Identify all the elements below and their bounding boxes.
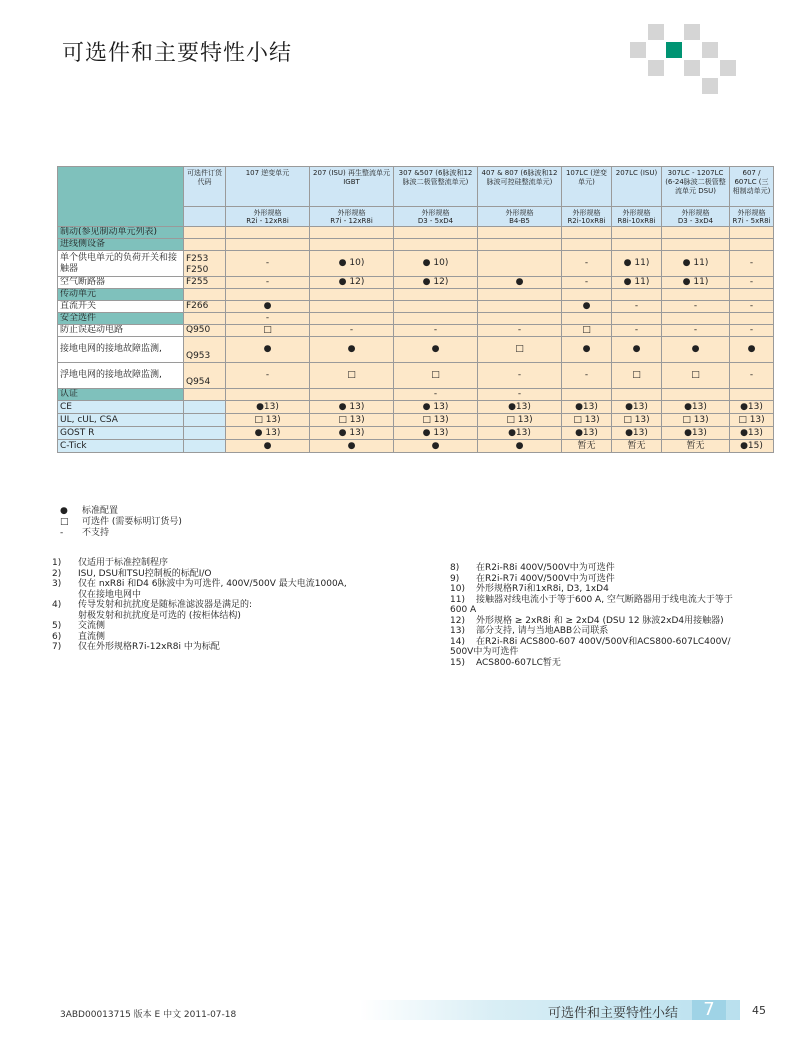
table-cell <box>730 289 774 301</box>
row-label: GOST R <box>58 427 184 440</box>
row-label: 安全选件 <box>58 313 184 325</box>
note-text: 传导发射和抗扰度是随标准滤波器是满足的: <box>78 600 253 610</box>
note-item <box>52 642 412 653</box>
table-cell: □ 13) <box>310 414 394 427</box>
table-cell: ● <box>310 440 394 453</box>
legend-item <box>60 517 182 528</box>
table-cell: - <box>226 313 310 325</box>
table-row <box>58 401 774 414</box>
table-cell: ● <box>478 440 562 453</box>
table-cell: ● 12) <box>310 277 394 289</box>
row-code <box>184 401 226 414</box>
note-item <box>450 574 750 585</box>
table-cell: □ <box>562 325 612 337</box>
note-number: 15) <box>450 657 465 668</box>
row-code <box>184 289 226 301</box>
legend-symbol: □ <box>60 517 69 527</box>
table-cell <box>662 313 730 325</box>
note-item <box>52 569 412 580</box>
row-label: C-Tick <box>58 440 184 453</box>
note-text: 部分支持, 请与当地ABB公司联系 <box>476 626 609 636</box>
note-text: 仅在 nxR8i 和D4 6脉波中为可选件, 400V/500V 最大电流1000A, <box>78 579 347 589</box>
table-cell <box>226 289 310 301</box>
note-number: 3) <box>52 579 62 589</box>
table-cell: ● <box>612 337 662 363</box>
legend-text: 标准配置 <box>82 506 119 516</box>
note-text: 在R2i-R8i ACS800-607 400V/500V和ACS800-607LC400V/ <box>476 636 731 647</box>
note-item <box>450 616 750 627</box>
table-cell <box>226 239 310 251</box>
frame-value: R2i-10xR8i <box>567 216 606 225</box>
table-cell: ●15) <box>730 440 774 453</box>
table-cell: ●13) <box>730 427 774 440</box>
row-label: 传动单元 <box>58 289 184 301</box>
doc-id: 3ABD00013715 版本 E 中文 2011-07-18 <box>60 1010 237 1020</box>
note-item <box>450 626 750 637</box>
note-number: 1) <box>52 558 62 568</box>
table-cell: ●13) <box>612 401 662 414</box>
header-col-1: 207 (ISU) 再生整流单元 IGBT <box>310 167 394 207</box>
table-cell: 暂无 <box>612 440 662 453</box>
row-code: F253 F250 <box>184 251 226 277</box>
table-cell: ● <box>226 337 310 363</box>
row-label: 浮地电网的接地故障监测, <box>58 363 184 389</box>
table-cell: ● 12) <box>394 277 478 289</box>
header-frame-4 <box>562 207 612 227</box>
frame-value: B4-B5 <box>509 216 530 225</box>
note-text: 交流侧 <box>78 621 106 631</box>
table-cell: - <box>562 363 612 389</box>
table-row <box>58 427 774 440</box>
note-number: 6) <box>52 631 62 642</box>
frame-value: D3 - 3xD4 <box>677 216 714 225</box>
table-cell: ● 13) <box>310 427 394 440</box>
table-cell: □ <box>662 363 730 389</box>
table-corner <box>58 167 184 227</box>
header-col-3: 407 & 807 (6脉波和12脉波可控硅整流单元) <box>478 167 562 207</box>
note-number: 2) <box>52 568 62 579</box>
row-label: 单个供电单元的负荷开关和接触器 <box>58 251 184 277</box>
table-cell: □ 13) <box>612 414 662 427</box>
table-cell: - <box>612 325 662 337</box>
table-cell: ●13) <box>662 401 730 414</box>
table-cell: ● 11) <box>662 277 730 289</box>
table-cell <box>478 313 562 325</box>
row-code <box>184 313 226 325</box>
header-col-2: 307 &507 (6脉波和12脉波二极管整流单元) <box>394 167 478 207</box>
note-item <box>52 632 412 643</box>
row-code: Q950 <box>184 325 226 337</box>
note-item <box>52 558 412 569</box>
header-frame-6 <box>662 207 730 227</box>
table-cell <box>310 289 394 301</box>
table-cell <box>478 239 562 251</box>
header-frame-7 <box>730 207 774 227</box>
note-item <box>450 584 750 595</box>
table-cell: ●13) <box>478 427 562 440</box>
row-label: 直流开关 <box>58 301 184 313</box>
row-code <box>184 440 226 453</box>
note-number: 9) <box>450 573 460 584</box>
table-cell: ● 13) <box>226 427 310 440</box>
table-cell <box>478 301 562 313</box>
note-text: 接触器对线电流小于等于600 A, 空气断路器用于线电流大于等于 <box>476 594 733 605</box>
footer-section-title: 可选件和主要特性小结 <box>548 1006 679 1021</box>
table-row <box>58 251 774 277</box>
table-cell: - <box>226 363 310 389</box>
note-number: 12) <box>450 615 465 626</box>
table-cell: - <box>730 325 774 337</box>
table-cell: ●13) <box>226 401 310 414</box>
legend-item <box>60 506 182 517</box>
table-cell: - <box>730 277 774 289</box>
table-cell: ● 11) <box>662 251 730 277</box>
legend-text: 不支持 <box>82 528 110 538</box>
row-code <box>184 239 226 251</box>
table-cell <box>310 301 394 313</box>
frame-label: 外形规格 <box>505 208 534 217</box>
table-cell <box>478 227 562 239</box>
table-cell <box>478 251 562 277</box>
table-cell: ●13) <box>478 401 562 414</box>
row-code: Q954 <box>184 363 226 389</box>
table-cell: ● 10) <box>310 251 394 277</box>
note-number: 11) <box>450 594 465 605</box>
table-cell: ● 13) <box>394 427 478 440</box>
table-cell: ● <box>478 277 562 289</box>
frame-value: R2i - 12xR8i <box>246 216 289 225</box>
table-row <box>58 239 774 251</box>
row-label: 认证 <box>58 389 184 401</box>
table-cell: □ <box>612 363 662 389</box>
row-code <box>184 414 226 427</box>
frame-value: D3 - 5xD4 <box>417 216 454 225</box>
table-cell: □ <box>226 325 310 337</box>
options-table <box>57 166 774 453</box>
table-cell <box>226 389 310 401</box>
row-label: 接地电网的接地故障监测, <box>58 337 184 363</box>
table-cell <box>562 289 612 301</box>
table-cell: ● <box>730 337 774 363</box>
table-cell: - <box>662 325 730 337</box>
table-row <box>58 337 774 363</box>
note-item <box>52 621 412 632</box>
table-cell: □ <box>478 337 562 363</box>
header-col-5: 207LC (ISU) <box>612 167 662 207</box>
table-cell: ●13) <box>730 401 774 414</box>
frame-label: 外形规格 <box>572 208 601 217</box>
header-code-blank <box>184 207 226 227</box>
table-cell: ● 10) <box>394 251 478 277</box>
legend-text: 可选件 (需要标明订货号) <box>82 517 182 527</box>
table-cell: - <box>730 251 774 277</box>
table-cell <box>612 227 662 239</box>
table-cell: 暂无 <box>662 440 730 453</box>
table-cell: ●13) <box>612 427 662 440</box>
table-cell <box>562 313 612 325</box>
note-item <box>450 658 750 669</box>
row-code: Q953 <box>184 337 226 363</box>
table-cell <box>478 289 562 301</box>
table-cell: ● 13) <box>310 401 394 414</box>
table-row <box>58 313 774 325</box>
table-cell: ● <box>394 440 478 453</box>
row-label: 制动(参见制动单元列表) <box>58 227 184 239</box>
note-item <box>450 637 750 648</box>
page-number: 45 <box>752 1004 766 1017</box>
table-cell <box>394 289 478 301</box>
note-item <box>52 600 412 611</box>
note-text: ISU, DSU和TSU控制板的标配I/O <box>78 568 212 579</box>
table-cell: - <box>612 301 662 313</box>
header-frame-1 <box>310 207 394 227</box>
legend <box>60 506 182 539</box>
table-cell <box>310 389 394 401</box>
frame-value: R7i - 5xR8i <box>732 216 771 225</box>
table-cell <box>310 313 394 325</box>
table-cell <box>662 239 730 251</box>
note-number: 10) <box>450 584 465 594</box>
table-cell <box>662 389 730 401</box>
legend-symbol: ● <box>60 506 68 516</box>
note-text: 直流侧 <box>78 631 106 642</box>
table-row <box>58 289 774 301</box>
table-cell: ● 11) <box>612 277 662 289</box>
note-continuation: 射极发射和抗扰度是可选的 (按柜体结构) <box>78 610 241 621</box>
table-cell: - <box>394 325 478 337</box>
table-cell <box>562 389 612 401</box>
table-cell <box>394 227 478 239</box>
table-cell: ● <box>662 337 730 363</box>
table-cell: - <box>310 325 394 337</box>
frame-label: 外形规格 <box>681 208 710 217</box>
table-cell <box>730 239 774 251</box>
header-col-4: 107LC (逆变单元) <box>562 167 612 207</box>
table-cell: ● <box>562 301 612 313</box>
page-title: 可选件和主要特性小结 <box>62 41 293 66</box>
frame-label: 外形规格 <box>737 208 766 217</box>
table-cell: ● <box>310 337 394 363</box>
notes-right <box>450 563 750 668</box>
table-cell: □ 13) <box>730 414 774 427</box>
note-wrap: 500V中为可选件 <box>450 647 519 657</box>
table-cell: □ 13) <box>478 414 562 427</box>
table-cell <box>394 301 478 313</box>
table-cell <box>730 313 774 325</box>
note-wrap: 600 A <box>450 605 477 615</box>
table-cell <box>562 227 612 239</box>
table-cell: ● <box>394 337 478 363</box>
frame-value: R7i - 12xR8i <box>330 216 373 225</box>
legend-item <box>60 528 182 539</box>
frame-label: 外形规格 <box>253 208 282 217</box>
header-col-6: 307LC - 1207LC (6-24脉波二极管整流单元 DSU) <box>662 167 730 207</box>
table-cell: ●13) <box>562 427 612 440</box>
row-code <box>184 389 226 401</box>
note-text: ACS800-607LC暂无 <box>476 657 561 668</box>
note-number: 5) <box>52 621 62 631</box>
table-cell <box>394 313 478 325</box>
table-cell: - <box>478 325 562 337</box>
table-cell: ● <box>226 301 310 313</box>
table-cell: - <box>226 251 310 277</box>
row-code <box>184 427 226 440</box>
table-cell: ● <box>226 440 310 453</box>
table-cell: - <box>478 389 562 401</box>
frame-label: 外形规格 <box>421 208 450 217</box>
header-code-col: 可选件订货代码 <box>184 167 226 207</box>
note-continuation: 仅在接地电网中 <box>78 589 142 600</box>
notes-left <box>52 558 412 653</box>
frame-label: 外形规格 <box>337 208 366 217</box>
table-cell: ● 11) <box>612 251 662 277</box>
table-cell <box>612 389 662 401</box>
table-cell: - <box>730 301 774 313</box>
note-item <box>450 563 750 574</box>
row-code: F255 <box>184 277 226 289</box>
table-cell: □ 13) <box>662 414 730 427</box>
row-code: F266 <box>184 301 226 313</box>
table-cell: □ 13) <box>394 414 478 427</box>
table-row <box>58 363 774 389</box>
note-text: 外形规格R7i和1xR8i, D3, 1xD4 <box>476 584 609 594</box>
row-label: UL, cUL, CSA <box>58 414 184 427</box>
table-cell: □ <box>394 363 478 389</box>
table-cell: - <box>562 251 612 277</box>
table-cell: ● 13) <box>394 401 478 414</box>
row-code <box>184 227 226 239</box>
row-label: 防止误起动电路 <box>58 325 184 337</box>
table-cell <box>612 289 662 301</box>
table-cell <box>394 239 478 251</box>
note-text: 仅在外形规格R7i-12xR8i 中为标配 <box>78 642 220 652</box>
table-cell <box>612 313 662 325</box>
table-row <box>58 325 774 337</box>
note-number: 8) <box>450 563 460 573</box>
header-col-7: 607 / 607LC (三相制动单元) <box>730 167 774 207</box>
header-frame-2 <box>394 207 478 227</box>
table-row <box>58 277 774 289</box>
table-cell: ●13) <box>662 427 730 440</box>
row-label: 进线侧设备 <box>58 239 184 251</box>
table-cell: - <box>394 389 478 401</box>
legend-symbol: - <box>60 528 64 538</box>
note-number: 13) <box>450 626 465 636</box>
table-cell: ● <box>562 337 612 363</box>
table-cell: - <box>226 277 310 289</box>
table-row <box>58 440 774 453</box>
table-cell <box>310 239 394 251</box>
note-item <box>52 579 412 590</box>
note-text: 仅适用于标准控制程序 <box>78 558 169 568</box>
note-number: 14) <box>450 636 465 647</box>
table-cell: □ 13) <box>562 414 612 427</box>
row-label: 空气断路器 <box>58 277 184 289</box>
table-cell <box>226 227 310 239</box>
table-cell: ●13) <box>562 401 612 414</box>
table-cell: - <box>730 363 774 389</box>
table-cell <box>730 389 774 401</box>
table-cell <box>662 289 730 301</box>
table-cell <box>562 239 612 251</box>
note-text: 在R2i-R7i 400V/500V中为可选件 <box>476 573 615 584</box>
table-row <box>58 389 774 401</box>
table-cell: □ <box>310 363 394 389</box>
table-cell <box>310 227 394 239</box>
header-frame-0 <box>226 207 310 227</box>
table-cell <box>730 227 774 239</box>
table-cell: - <box>478 363 562 389</box>
note-item <box>450 595 750 606</box>
table-cell: □ 13) <box>226 414 310 427</box>
table-row <box>58 227 774 239</box>
table-cell: - <box>662 301 730 313</box>
header-frame-5 <box>612 207 662 227</box>
note-text: 在R2i-R8i 400V/500V中为可选件 <box>476 563 615 573</box>
note-number: 7) <box>52 642 62 652</box>
note-text: 外形规格 ≥ 2xR8i 和 ≥ 2xD4 (DSU 12 脉波2xD4用接触器) <box>476 615 724 626</box>
frame-label: 外形规格 <box>622 208 651 217</box>
table-cell: 暂无 <box>562 440 612 453</box>
table-cell <box>662 227 730 239</box>
header-frame-3 <box>478 207 562 227</box>
table-row <box>58 301 774 313</box>
table-cell: - <box>562 277 612 289</box>
table-row <box>58 414 774 427</box>
chapter-number: 7 <box>692 1000 726 1020</box>
note-number: 4) <box>52 600 62 610</box>
frame-value: R8i-10xR8i <box>617 216 656 225</box>
header-col-0: 107 逆变单元 <box>226 167 310 207</box>
row-label: CE <box>58 401 184 414</box>
table-cell <box>612 239 662 251</box>
